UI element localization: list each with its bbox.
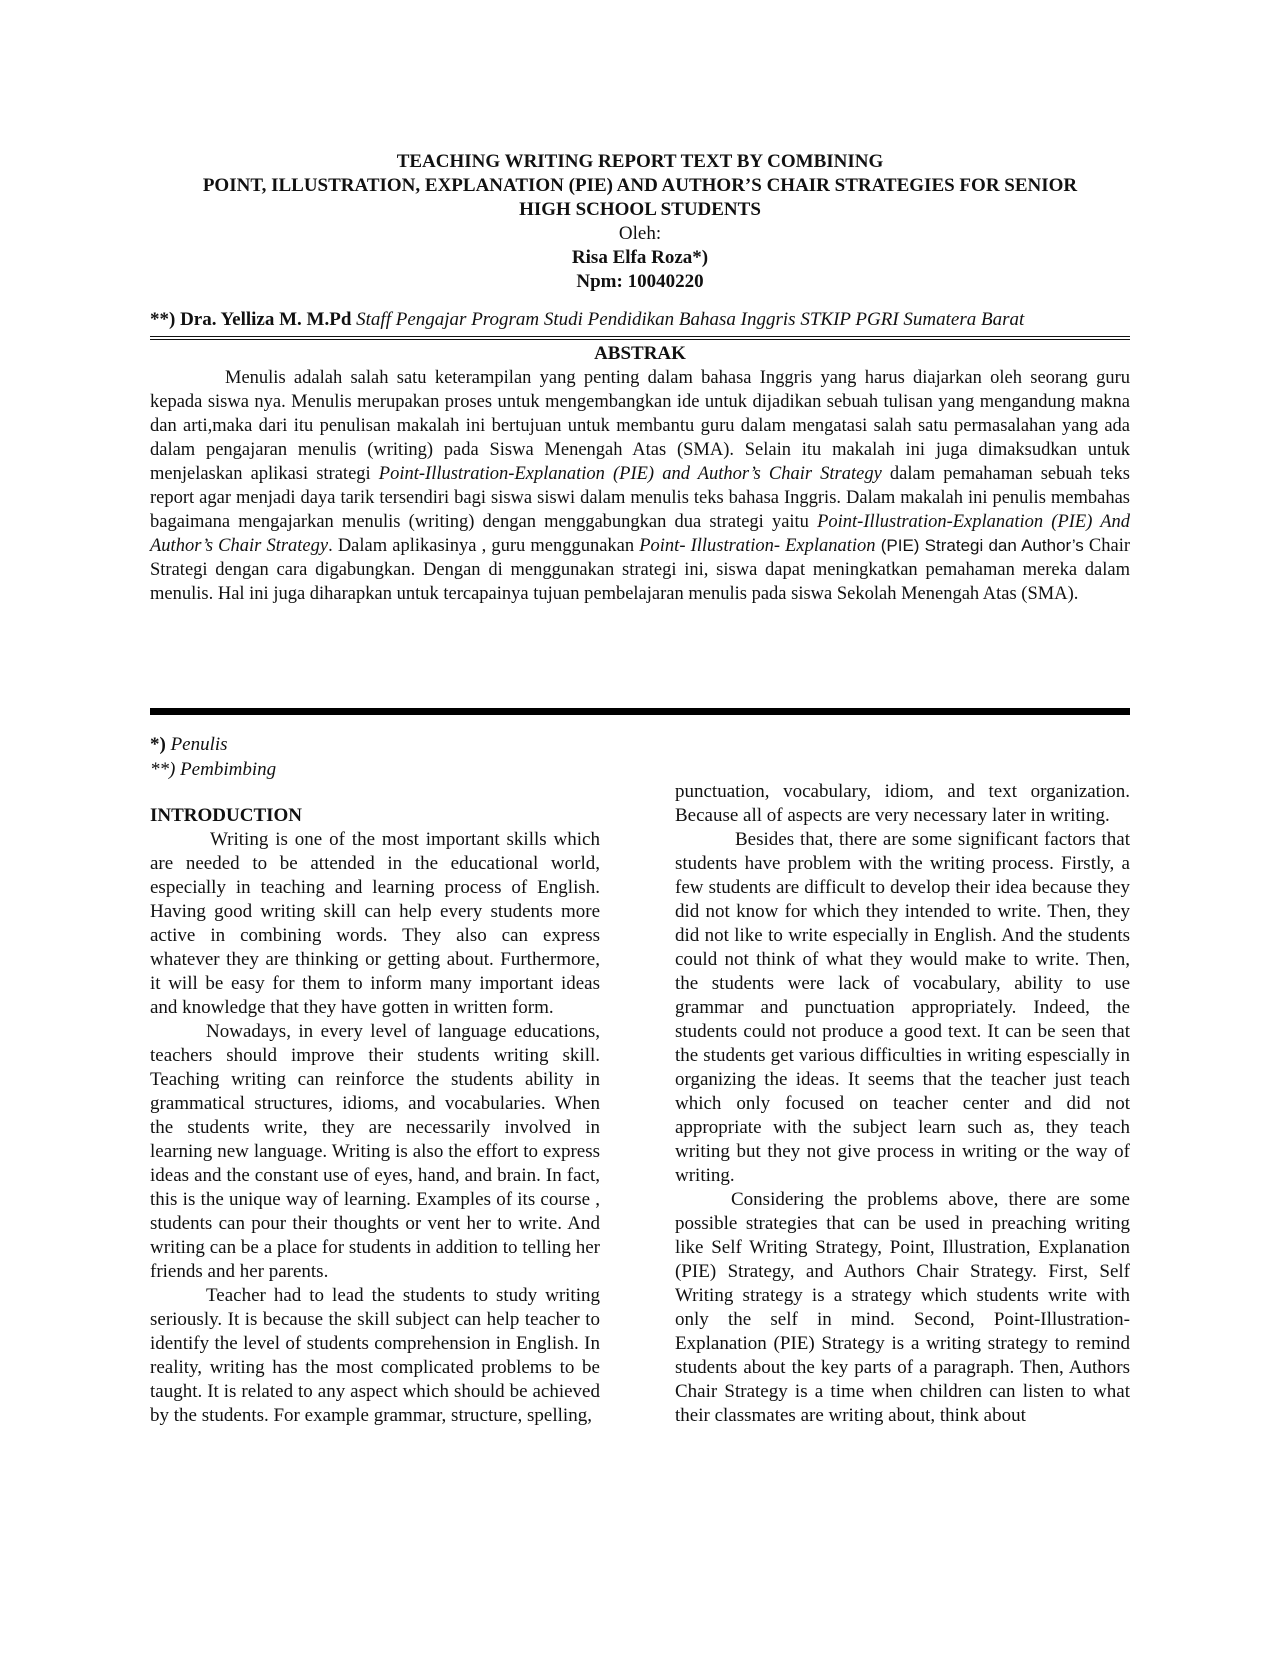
author-name: Risa Elfa Roza*) bbox=[571, 247, 709, 268]
abstract-text-1: Menulis adalah salah satu keterampilan yang penting dalam bahasa Inggris yang harus diajarkan oleh seorang guru kepada siswa nya. Menulis merupakan proses untuk mengembangkan ide untuk dijadikan sebuah tulisan yang mengandung makna dan arti,maka dari itu penulisan makalah ini bertujuan untuk membantu guru dalam mengatasi salah satu permasalahan yang ada dalam pengajaran menulis (writing) pada Siswa Menengah Atas (SMA). Selain itu makalah ini juga dimaksudkan untuk menjelaskan aplikasi strategi bbox=[150, 368, 1130, 484]
paper-title-line-2: POINT, ILLUSTRATION, EXPLANATION (PIE) AND AUTHOR’S CHAIR STRATEGIES FOR SENIOR bbox=[202, 175, 1078, 196]
abstract-strategy-term-4: (PIE) Strategi dan Author’s bbox=[875, 536, 1084, 555]
intro-paragraph-2: Nowadays, in every level of language educations, teachers should improve their students writing skill. Teaching writing can reinforce the students ability in grammatical structures, idioms, and vocabularies. When the students write, they are necessarily involved in learning new language. Writing is also the effort to express ideas and the constant use of eyes, hand, and brain. In fact, this is the unique way of learning. Examples of its course , students can pour their thoughts or vent her to write. And writing can be a place for students in addition to telling her friends and her parents. bbox=[150, 1021, 600, 1282]
intro-paragraph-3: Teacher had to lead the students to study writing seriously. It is because the skill subject can help teacher to identify the level of students comprehension in English. In reality, writing has the most complicated problems to be taught. It is related to any aspect which should be achieved by the students. For example grammar, structure, spelling, bbox=[150, 1285, 600, 1426]
by-label: Oleh: bbox=[618, 223, 662, 244]
abstract-body bbox=[150, 366, 1130, 606]
footnote-writer-label: Penulis bbox=[165, 734, 228, 755]
footnote-writer-mark: *) bbox=[150, 734, 166, 755]
paper-title-line-1: TEACHING WRITING REPORT TEXT BY COMBINING bbox=[396, 151, 884, 172]
footnote-writer bbox=[150, 732, 276, 757]
supervisor-line bbox=[150, 306, 1130, 340]
student-number: Npm: 10040220 bbox=[576, 271, 704, 292]
paper-title-line-3: HIGH SCHOOL STUDENTS bbox=[519, 199, 761, 220]
intro-paragraph-5: Considering the problems above, there are some possible strategies that can be used in preaching writing like Self Writing Strategy, Point, Illustration, Explanation (PIE) Strategy, and Authors Chair Strategy. First, Self Writing strategy is a strategy which students write with only the self in mind. Second, Point-Illustration-Explanation (PIE) Strategy is a writing strategy to remind students about the key parts of a paragraph. Then, Authors Chair Strategy is a time when children can listen to what their classmates are writing about, think about bbox=[675, 1189, 1130, 1426]
supervisor-affiliation: Staff Pengajar Program Studi Pendidikan Bahasa Inggris STKIP PGRI Sumatera Barat bbox=[356, 309, 1025, 330]
right-column bbox=[675, 780, 1130, 1428]
intro-paragraph-1: Writing is one of the most important skills which are needed to be attended in the educational world, especially in teaching and learning process of English. Having good writing skill can help every students more active in combining words. They also can express whatever they are thinking or getting about. Furthermore, it will be easy for them to inform many important ideas and knowledge that they have gotten in written form. bbox=[150, 829, 600, 1018]
abstract-strategy-term-3: Point- Illustration- Explanation bbox=[639, 536, 876, 556]
left-column bbox=[150, 804, 600, 1428]
abstract-strategy-term-1: Point-Illustration-Explanation (PIE) and Author’s Chair Strategy bbox=[378, 464, 882, 484]
paper-page bbox=[150, 150, 1131, 1426]
title-block bbox=[150, 150, 1130, 294]
intro-paragraph-3-continued: punctuation, vocabulary, idiom, and text organization. Because all of aspects are very necessary later in writing. bbox=[675, 781, 1130, 826]
intro-paragraph-4: Besides that, there are some significant factors that students have problem with the writing process. Firstly, a few students are difficult to develop their idea because they did not know for which they intended to write. Then, they did not like to write especially in English. And the students could not think of what they would make to write. Then, the students were lack of vocabulary, ability to use grammar and punctuation appropriately. Indeed, the students could not produce a good text. It can be seen that the students get various difficulties in writing espescially in organizing the ideas. It seems that the teacher just teach which only focused on teacher center and did not appropriate with the subject learn such as, they teach writing but they not give process in writing or the way of writing. bbox=[675, 829, 1130, 1186]
abstract-text-4: Chair Strategi dengan cara digabungkan. Dengan di menggunakan strategi ini, siswa dapat meningkatkan pemahaman mereka dalam menulis. Hal ini juga diharapkan untuk tercapainya tujuan pembelajaran menulis pada siswa Sekolah Menengah Atas (SMA). bbox=[150, 536, 1131, 604]
footnote-advisor: **) Pembimbing bbox=[150, 759, 277, 780]
footnotes bbox=[150, 732, 276, 782]
introduction-heading: INTRODUCTION bbox=[150, 805, 303, 826]
abstract-strategy-term-2: Point-Illustration-Explanation (PIE) And Author’s Chair Strategy bbox=[150, 512, 1130, 556]
supervisor-name: **) Dra. Yelliza M. M.Pd bbox=[150, 309, 352, 330]
abstract-heading: ABSTRAK bbox=[594, 343, 686, 364]
abstract-text-3: . Dalam aplikasinya , guru menggunakan bbox=[328, 536, 640, 556]
section-divider bbox=[150, 708, 1130, 715]
abstract-text-2: dalam pemahaman sebuah teks report agar menjadi daya tarik tersendiri bagi siswa siswi dalam menulis teks bahasa Inggris. Dalam makalah ini penulis membahas bagaimana mengajarkan menulis (writing) dengan menggabungkan dua strategi yaitu bbox=[150, 464, 1130, 532]
